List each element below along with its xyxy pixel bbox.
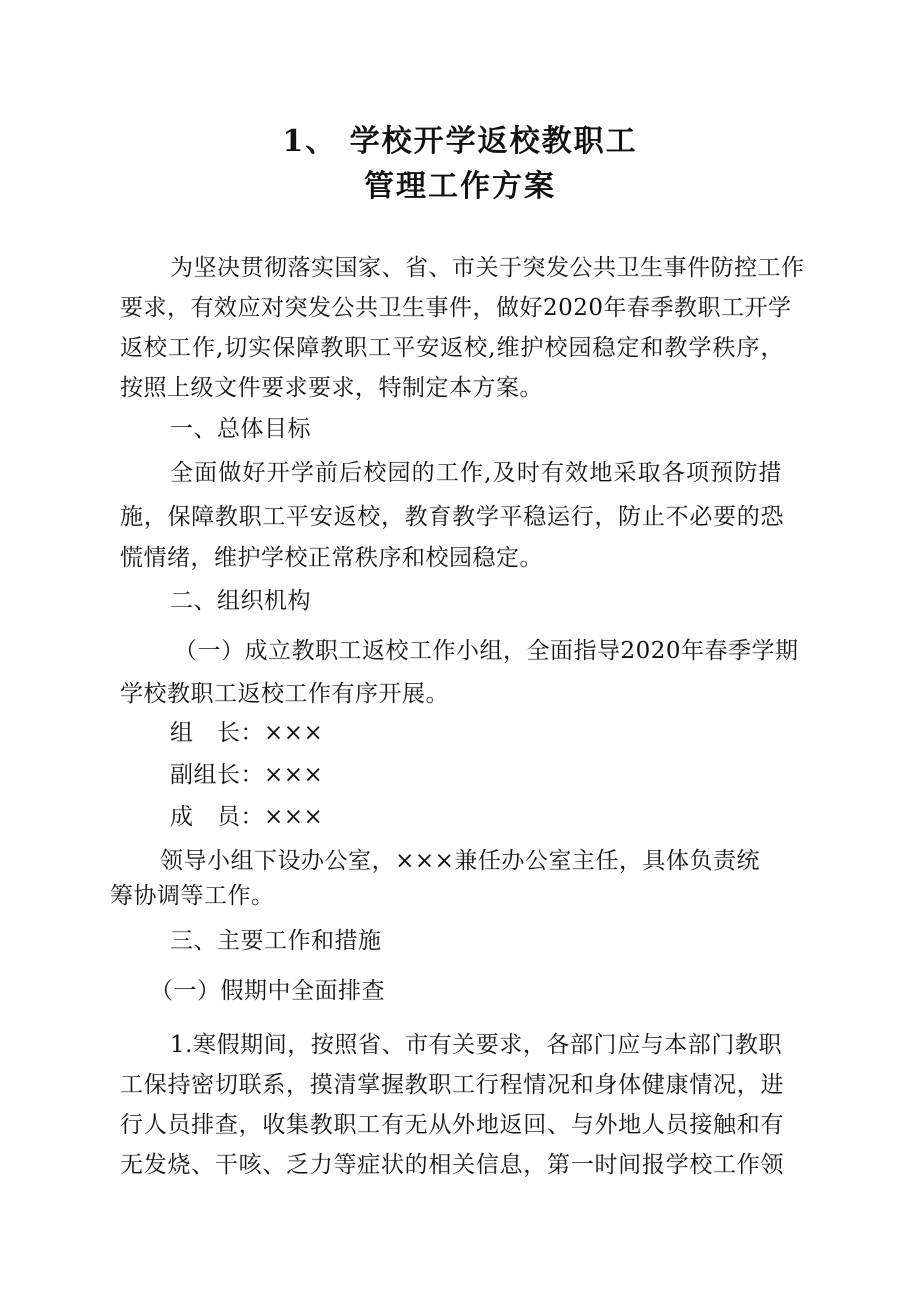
- document-title-line-2: 管理工作方案: [364, 169, 556, 204]
- intro-line-3: 返校工作,切实保障教职工平安返校,维护校园稳定和教学秩序，: [120, 335, 784, 361]
- section-heading-3: 三、主要工作和措施: [170, 928, 382, 954]
- section1-line-3: 慌情绪，维护学校正常秩序和校园稳定。: [120, 545, 543, 571]
- section2-sub1-line-2: 学校教职工返校工作有序开展。: [120, 681, 449, 707]
- item1-line-3: 行人员排查，收集教职工有无从外地返回、与外地人员接触和有: [120, 1112, 784, 1138]
- leader-line: 组 长：×××: [170, 720, 324, 746]
- section-heading-2: 二、组织机构: [170, 588, 311, 614]
- section2-sub1-line-1: （一）成立教职工返校工作小组，全面指导2020年春季学期: [174, 638, 799, 664]
- section3-sub1: （一）假期中全面排查: [150, 978, 385, 1004]
- intro-line-1: 为坚决贯彻落实国家、省、市关于突发公共卫生事件防控工作: [170, 255, 805, 281]
- section1-line-1: 全面做好开学前后校园的工作,及时有效地采取各项预防措: [170, 460, 782, 486]
- office-line-2: 筹协调等工作。: [110, 883, 275, 909]
- item1-line-1: 1.寒假期间，按照省、市有关要求，各部门应与本部门教职: [170, 1032, 782, 1058]
- intro-line-4: 按照上级文件要求要求，特制定本方案。: [120, 375, 543, 401]
- deputy-line: 副组长：×××: [170, 762, 324, 788]
- member-line: 成 员：×××: [170, 804, 324, 830]
- intro-line-2: 要求，有效应对突发公共卫生事件，做好2020年春季教职工开学: [120, 295, 792, 321]
- document-title-line-1: 1、 学校开学返校教职工: [282, 124, 638, 159]
- item1-line-4: 无发烧、干咳、乏力等症状的相关信息，第一时间报学校工作领: [120, 1152, 784, 1178]
- section-heading-1: 一、总体目标: [170, 416, 311, 442]
- office-line-1: 领导小组下设办公室，×××兼任办公室主任，具体负责统: [160, 848, 760, 874]
- section1-line-2: 施，保障教职工平安返校，教育教学平稳运行，防止不必要的恐: [120, 504, 784, 530]
- item1-line-2: 工保持密切联系，摸清掌握教职工行程情况和身体健康情况，进: [120, 1072, 784, 1098]
